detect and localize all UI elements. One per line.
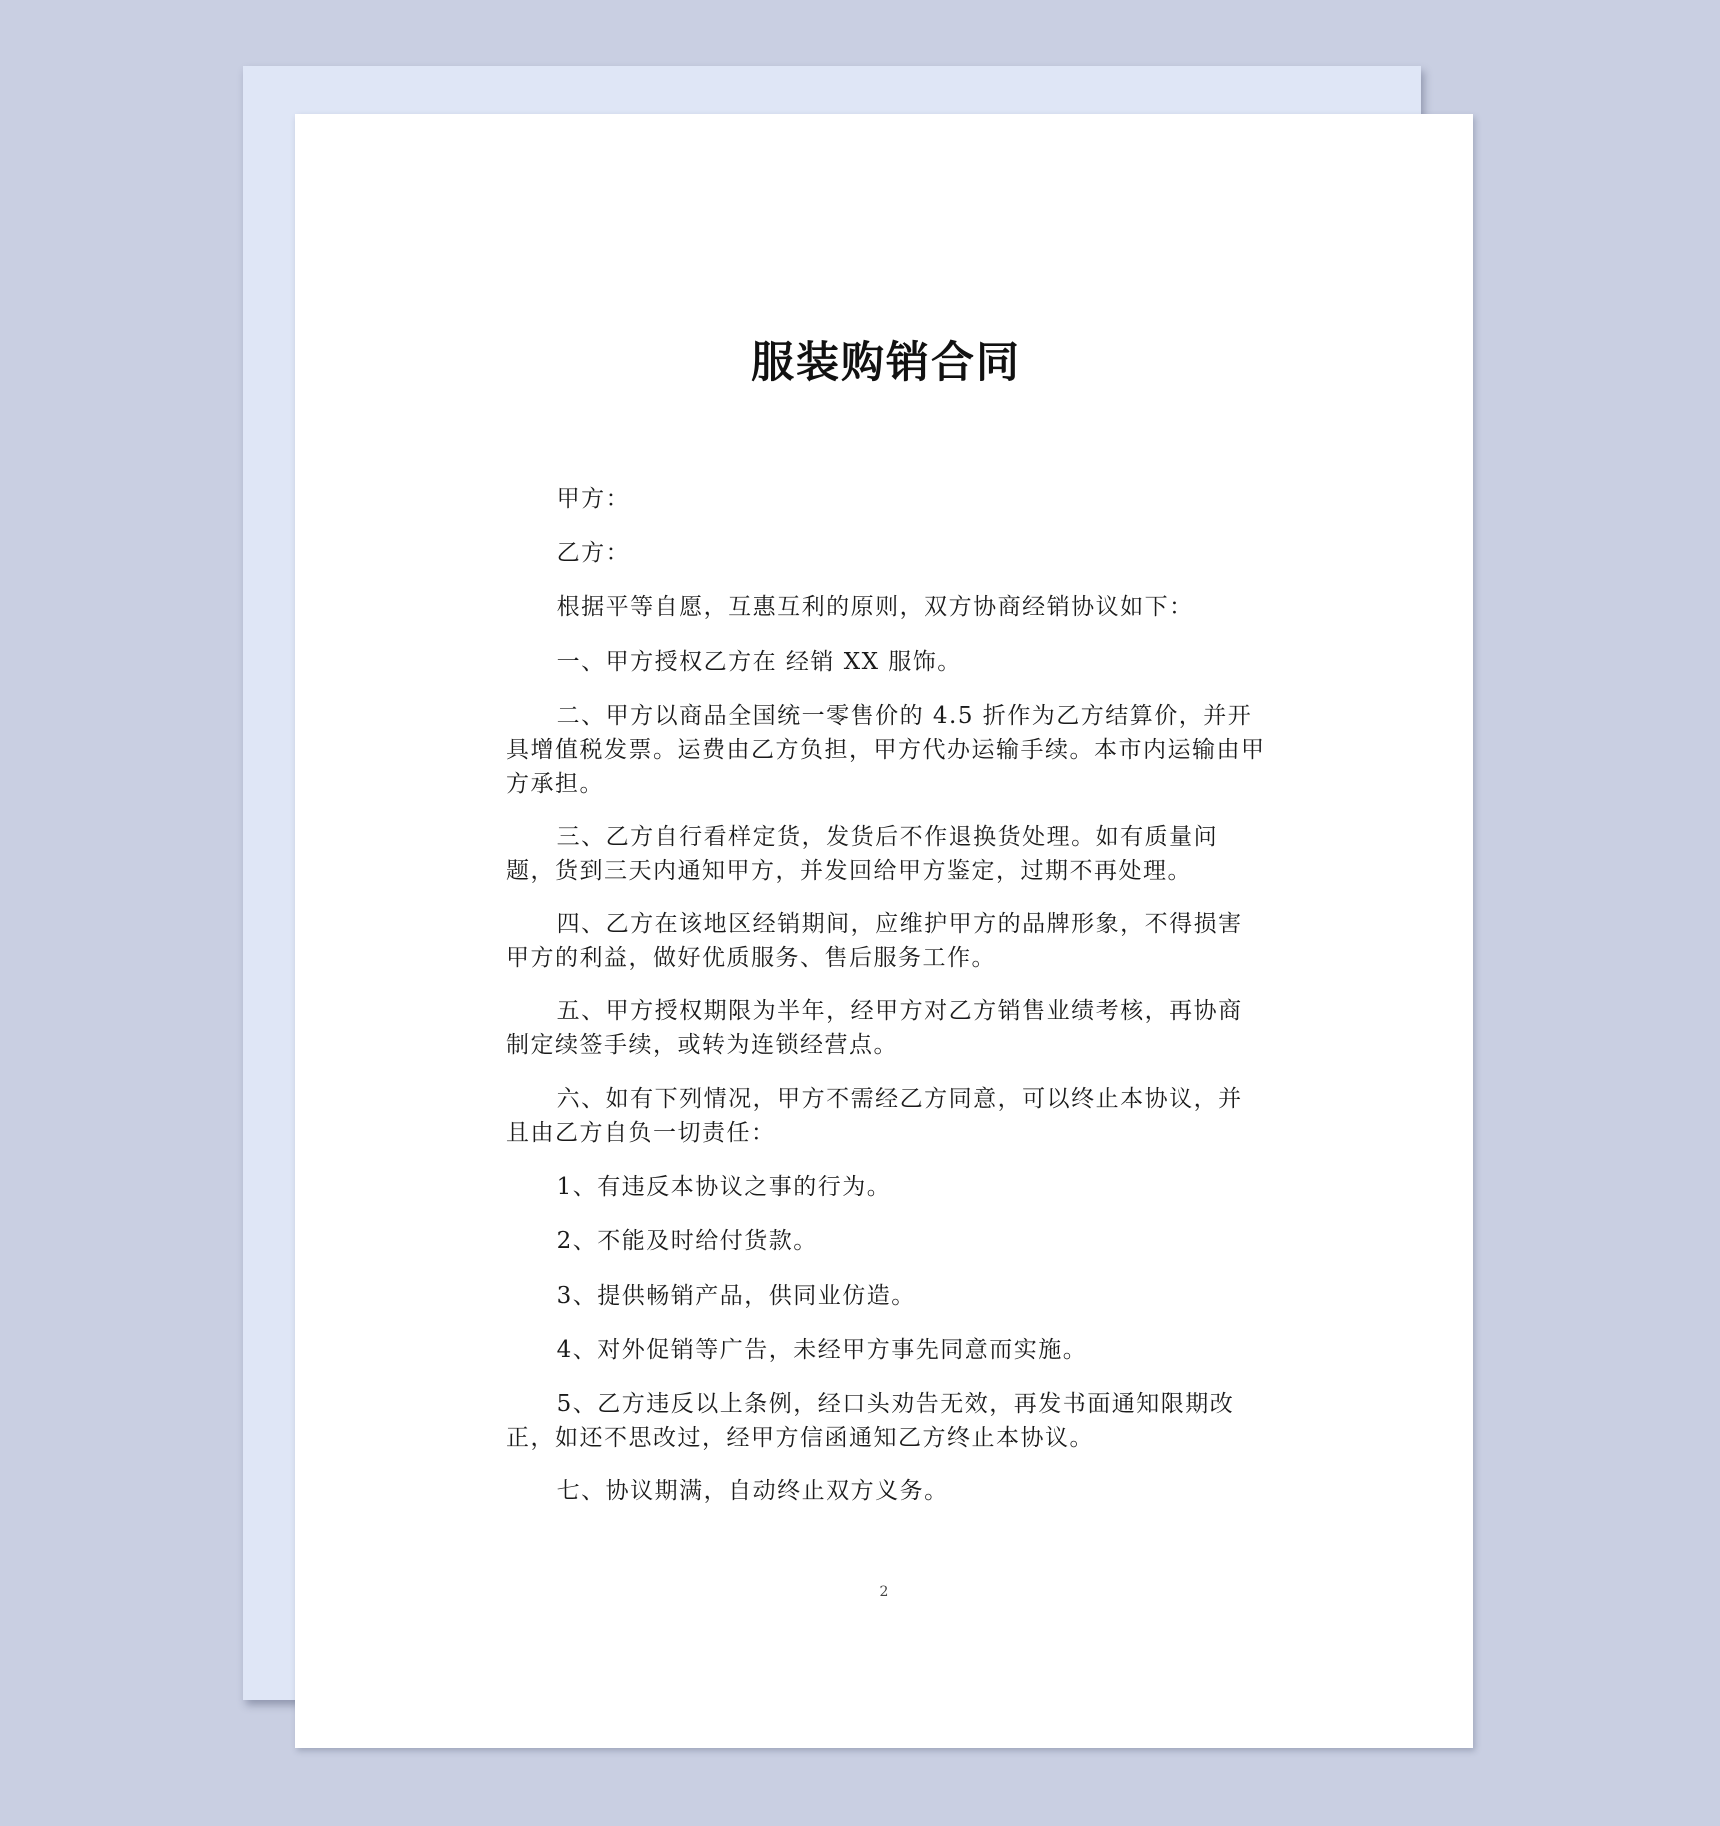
clause-6: 六、如有下列情况，甲方不需经乙方同意，可以终止本协议，并且由乙方自负一切责任： (506, 1086, 1243, 1146)
sub-item-3: 3、提供畅销产品，供同业仿造。 (556, 1283, 916, 1309)
document-page (295, 114, 1473, 1748)
clause-3: 三、乙方自行看样定货，发货后不作退换货处理。如有质量问题，货到三天内通知甲方，并发回给甲方鉴定，过期不再处理。 (506, 824, 1219, 884)
page-number: 2 (879, 1584, 889, 1600)
party-a-line: 甲方： (556, 486, 631, 512)
document-title: 服装购销合同 (751, 338, 1021, 388)
clause-1: 一、甲方授权乙方在 经销 XX 服饰。 (556, 649, 962, 675)
clause-7: 七、协议期满，自动终止双方义务。 (556, 1478, 949, 1504)
sub-item-2: 2、不能及时给付货款。 (556, 1228, 818, 1254)
sub-item-4: 4、对外促销等广告，未经甲方事先同意而实施。 (556, 1337, 1088, 1363)
sub-item-1: 1、有违反本协议之事的行为。 (556, 1174, 892, 1200)
intro-paragraph: 根据平等自愿，互惠互利的原则，双方协商经销协议如下： (556, 594, 1194, 620)
clause-4: 四、乙方在该地区经销期间，应维护甲方的品牌形象，不得损害甲方的利益，做好优质服务、售后服务工作。 (506, 911, 1243, 971)
clause-5: 五、甲方授权期限为半年，经甲方对乙方销售业绩考核，再协商制定续签手续，或转为连锁经营点。 (506, 998, 1243, 1058)
clause-2: 二、甲方以商品全国统一零售价的 4.5 折作为乙方结算价，并开具增值税发票。运费由乙方负担，甲方代办运输手续。本市内运输由甲方承担。 (506, 703, 1266, 797)
sub-item-5: 5、乙方违反以上条例，经口头劝告无效，再发书面通知限期改正，如还不思改过，经甲方信函通知乙方终止本协议。 (506, 1391, 1235, 1451)
party-b-line: 乙方： (556, 540, 631, 566)
